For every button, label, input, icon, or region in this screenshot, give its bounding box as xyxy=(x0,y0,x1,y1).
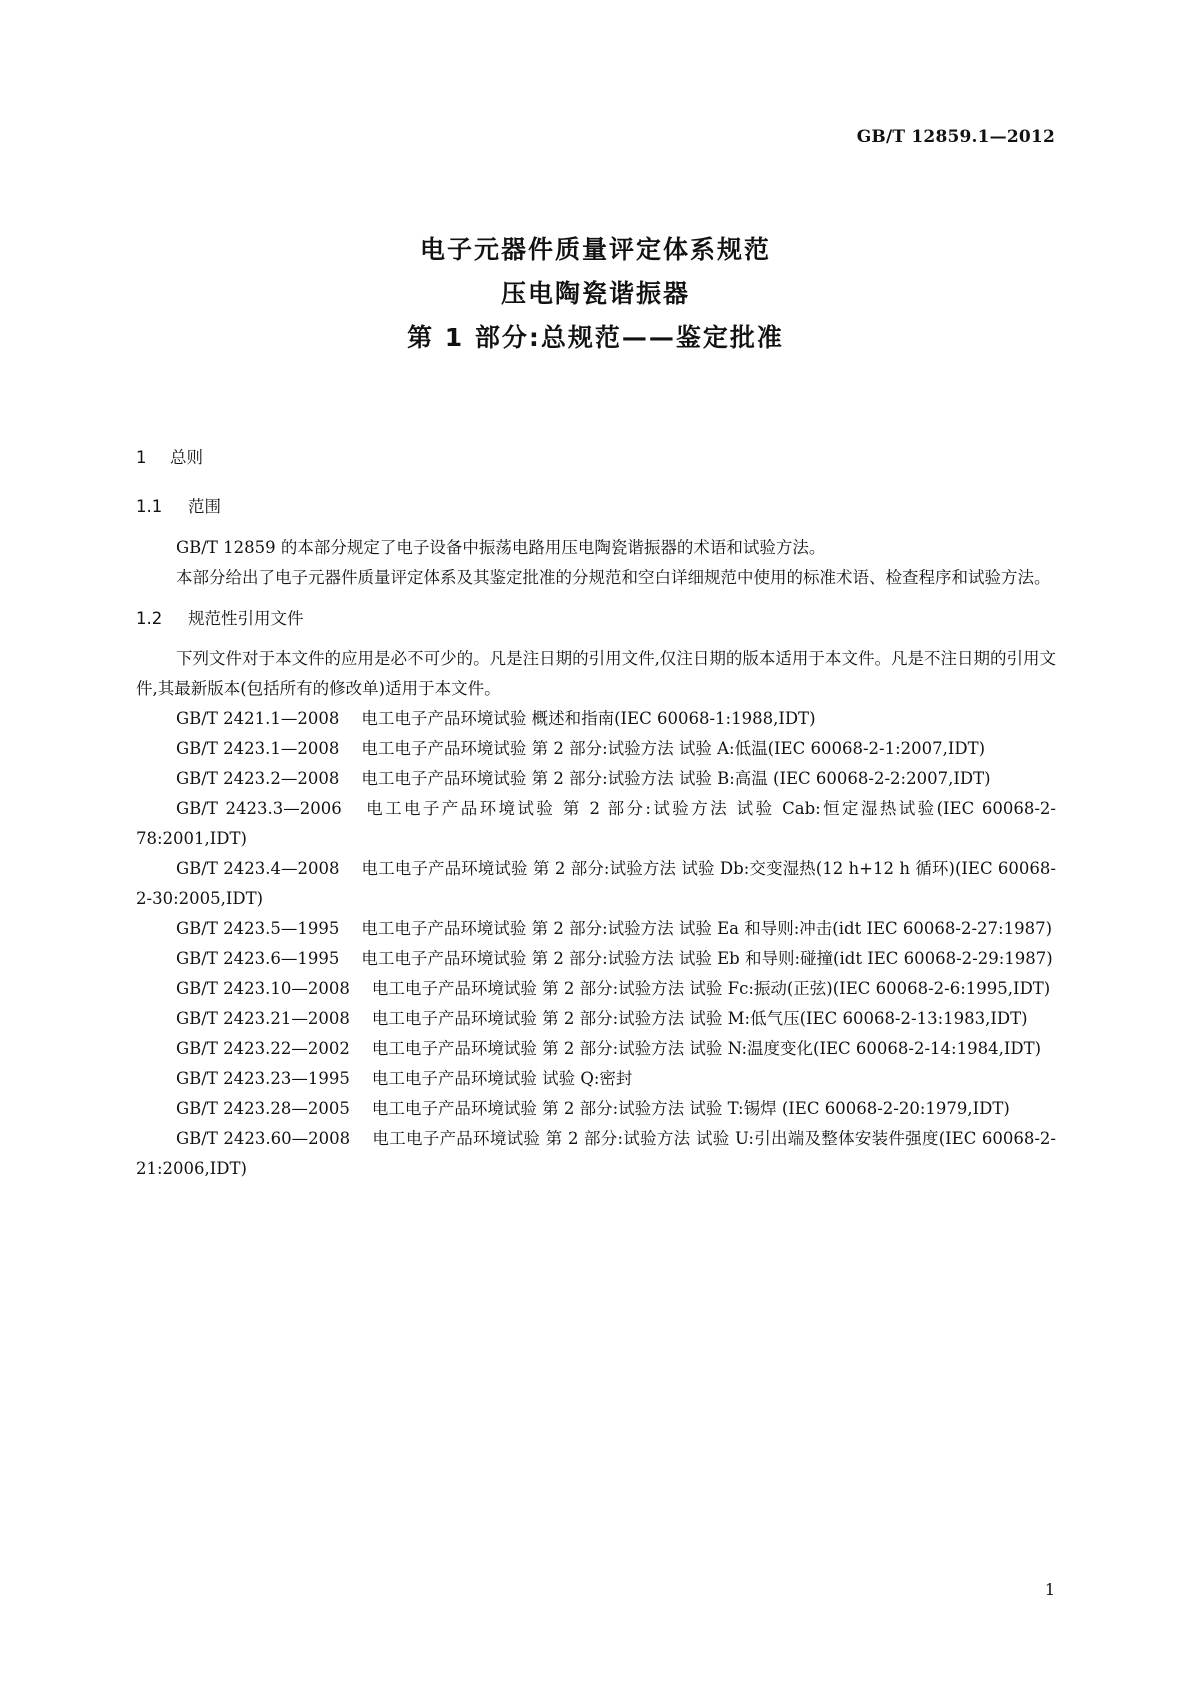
section-1-heading xyxy=(136,444,1056,468)
reference-title: 电工电子产品环境试验 第 2 部分:试验方法 试验 M:低气压(IEC 60068-2-13:1983,IDT) xyxy=(371,1009,1028,1028)
reference-code: GB/T 2423.23—1995 xyxy=(176,1069,350,1088)
title-line-1: 电子元器件质量评定体系规范 xyxy=(419,235,771,264)
reference-title: 电工电子产品环境试验 第 2 部分:试验方法 试验 Db:交变湿热(12 h+12 h 循环)(IEC 60068-2-30:2005,IDT) xyxy=(136,859,1057,908)
reference-item xyxy=(136,1094,1056,1124)
reference-code: GB/T 2423.22—2002 xyxy=(176,1039,350,1058)
reference-item xyxy=(136,974,1056,1004)
reference-title: 电工电子产品环境试验 第 2 部分:试验方法 试验 N:温度变化(IEC 60068-2-14:1984,IDT) xyxy=(371,1039,1042,1058)
references-intro: 下列文件对于本文件的应用是必不可少的。凡是注日期的引用文件,仅注日期的版本适用于本文件。凡是不注日期的引用文件,其最新版本(包括所有的修改单)适用于本文件。 xyxy=(136,649,1056,698)
section-number: 1.1 xyxy=(136,497,163,516)
reference-title: 电工电子产品环境试验 第 2 部分:试验方法 试验 Ea 和导则:冲击(idt IEC 60068-2-27:1987) xyxy=(361,919,1053,938)
reference-title: 电工电子产品环境试验 第 2 部分:试验方法 试验 T:锡焊 (IEC 60068-2-20:1979,IDT) xyxy=(371,1099,1010,1118)
reference-item xyxy=(136,854,1056,914)
title-line-3: 第 1 部分:总规范——鉴定批准 xyxy=(407,323,784,352)
page-number: 1 xyxy=(1044,1580,1055,1599)
reference-item xyxy=(136,1064,1056,1094)
section-number: 1.2 xyxy=(136,609,163,628)
reference-title: 电工电子产品环境试验 第 2 部分:试验方法 试验 Eb 和导则:碰撞(idt IEC 60068-2-29:1987) xyxy=(361,949,1053,968)
section-title: 总则 xyxy=(170,448,203,467)
reference-list xyxy=(136,704,1056,1184)
reference-item xyxy=(136,734,1056,764)
reference-item xyxy=(136,1124,1056,1184)
scope-paragraphs xyxy=(136,533,1056,593)
reference-title: 电工电子产品环境试验 第 2 部分:试验方法 试验 U:引出端及整体安装件强度(IEC 60068-2-21:2006,IDT) xyxy=(136,1129,1056,1178)
reference-title: 电工电子产品环境试验 第 2 部分:试验方法 试验 A:低温(IEC 60068-2-1:2007,IDT) xyxy=(361,739,986,758)
reference-item xyxy=(136,764,1056,794)
references-block xyxy=(136,644,1056,1184)
reference-item xyxy=(136,1004,1056,1034)
reference-title: 电工电子产品环境试验 第 2 部分:试验方法 试验 B:高温 (IEC 60068-2-2:2007,IDT) xyxy=(361,769,991,788)
reference-code: GB/T 2423.5—1995 xyxy=(176,919,340,938)
title-line-2: 压电陶瓷谐振器 xyxy=(500,279,690,308)
scope-paragraph: GB/T 12859 的本部分规定了电子设备中振荡电路用压电陶瓷谐振器的术语和试验方法。 xyxy=(176,538,826,557)
reference-code: GB/T 2423.1—2008 xyxy=(176,739,340,758)
reference-title: 电工电子产品环境试验 第 2 部分:试验方法 试验 Fc:振动(正弦)(IEC 60068-2-6:1995,IDT) xyxy=(371,979,1051,998)
section-1-2-heading xyxy=(136,605,1056,629)
reference-code: GB/T 2423.2—2008 xyxy=(176,769,340,788)
reference-title: 电工电子产品环境试验 第 2 部分:试验方法 试验 Cab:恒定湿热试验(IEC 60068-2-78:2001,IDT) xyxy=(136,799,1056,848)
reference-item xyxy=(136,914,1056,944)
reference-code: GB/T 2423.21—2008 xyxy=(176,1009,350,1028)
reference-code: GB/T 2423.6—1995 xyxy=(176,949,340,968)
section-title: 范围 xyxy=(188,497,221,516)
reference-code: GB/T 2423.3—2006 xyxy=(176,799,342,818)
reference-item xyxy=(136,794,1056,854)
reference-item xyxy=(136,1034,1056,1064)
section-title: 规范性引用文件 xyxy=(188,609,304,628)
reference-code: GB/T 2423.4—2008 xyxy=(176,859,340,878)
reference-code: GB/T 2423.28—2005 xyxy=(176,1099,350,1118)
document-title xyxy=(0,228,1191,360)
reference-code: GB/T 2423.10—2008 xyxy=(176,979,350,998)
standard-code: GB/T 12859.1—2012 xyxy=(856,127,1055,147)
section-1-1-heading xyxy=(136,493,1056,517)
reference-code: GB/T 2423.60—2008 xyxy=(176,1129,351,1148)
reference-item xyxy=(136,704,1056,734)
reference-title: 电工电子产品环境试验 试验 Q:密封 xyxy=(371,1069,633,1088)
document-body xyxy=(136,444,1056,1184)
reference-item xyxy=(136,944,1056,974)
reference-title: 电工电子产品环境试验 概述和指南(IEC 60068-1:1988,IDT) xyxy=(361,709,816,728)
section-number: 1 xyxy=(136,448,147,467)
scope-paragraph: 本部分给出了电子元器件质量评定体系及其鉴定批准的分规范和空白详细规范中使用的标准术语、检查程序和试验方法。 xyxy=(176,568,1051,587)
reference-code: GB/T 2421.1—2008 xyxy=(176,709,340,728)
